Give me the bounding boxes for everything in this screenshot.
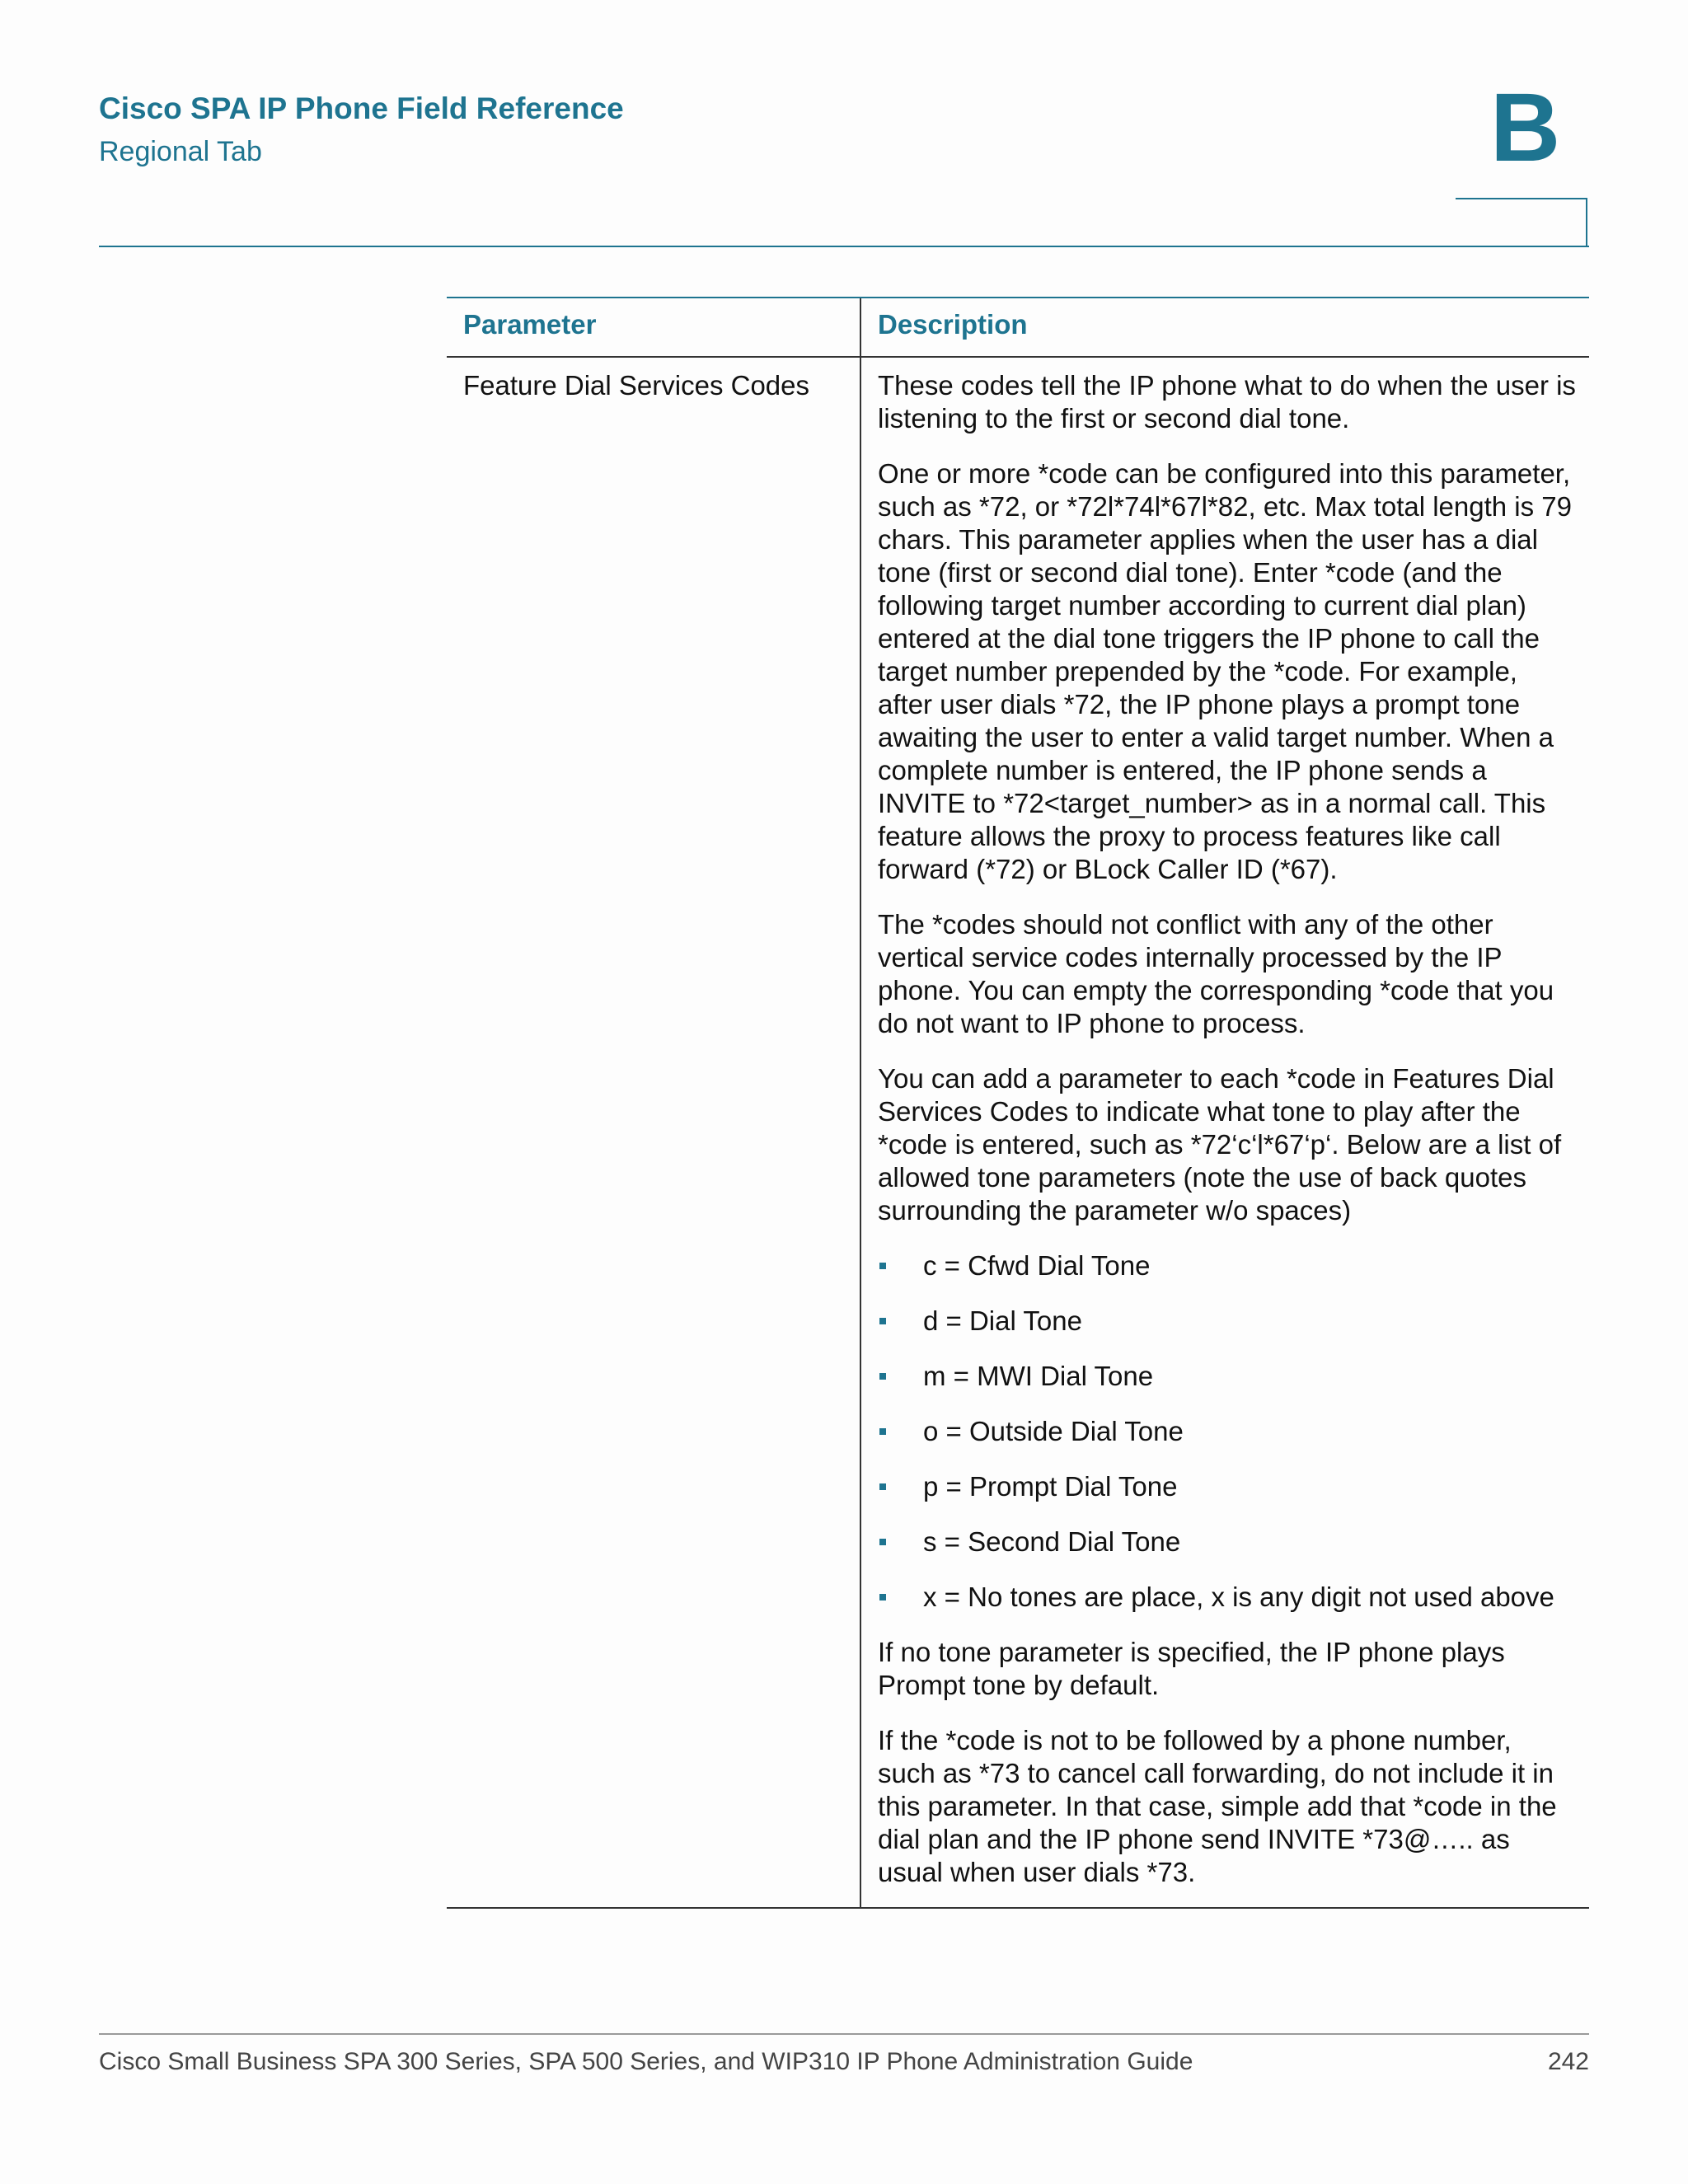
bullet-icon	[879, 1594, 886, 1601]
bullet-icon	[879, 1483, 886, 1490]
list-item	[878, 1249, 1576, 1282]
bullet-icon	[879, 1263, 886, 1269]
table-row	[447, 357, 1589, 1908]
page-number: 242	[1547, 2048, 1589, 2075]
parameter-table	[447, 297, 1589, 1909]
bullet-icon	[879, 1318, 886, 1324]
description-paragraph: These codes tell the IP phone what to do when the user is listening to the first or second dial tone.	[878, 370, 1576, 434]
list-item-text: s = Second Dial Tone	[923, 1526, 1181, 1557]
description-paragraph: One or more *code can be configured into this parameter, such as *72, or *72l*74l*67l*82, etc. Max total length is 79 chars. This parameter applies when the user has a dial tone (first or second dial tone). Enter *code (and the following target number according to current dial plan) entered at the dial tone triggers the IP phone to call the target number prepended by the *code. For example, after user dials *72, the IP phone plays a prompt tone awaiting the user to enter a valid target number. When a complete number is entered, the IP phone sends a INVITE to *72<target_number> as in a normal call. This feature allows the proxy to process features like call forward (*72) or BLock Caller ID (*67).	[878, 458, 1573, 884]
page-header-title: Cisco SPA IP Phone Field Reference	[99, 91, 624, 125]
tone-parameter-list	[878, 1249, 1576, 1614]
list-item-text: c = Cfwd Dial Tone	[923, 1250, 1151, 1281]
list-item-text: m = MWI Dial Tone	[923, 1361, 1154, 1391]
description-paragraph: If no tone parameter is specified, the IP phone plays Prompt tone by default.	[878, 1637, 1505, 1700]
list-item	[878, 1470, 1576, 1503]
bullet-icon	[879, 1428, 886, 1435]
list-item	[878, 1415, 1576, 1448]
description-paragraph: The *codes should not conflict with any of the other vertical service codes internally processed by the IP phone. You can empty the corresponding *code that you do not want to IP phone to process.	[878, 909, 1554, 1038]
list-item-text: o = Outside Dial Tone	[923, 1416, 1184, 1446]
header-rule	[99, 246, 1589, 247]
bullet-icon	[879, 1373, 886, 1380]
column-header-description: Description	[860, 298, 1589, 357]
list-item-text: x = No tones are place, x is any digit not used above	[923, 1582, 1554, 1612]
bullet-icon	[879, 1539, 886, 1545]
header-tab-box	[1456, 198, 1587, 246]
footer-rule	[99, 2033, 1589, 2035]
description-paragraph: You can add a parameter to each *code in Features Dial Services Codes to indicate what tone to play after the *code is entered, such as *72‘c‘l*67‘p‘. Below are a list of allowed tone parameters (note the use of back quotes surrounding the parameter w/o spaces)	[878, 1063, 1562, 1226]
page-header-subtitle: Regional Tab	[99, 136, 262, 167]
description-cell	[860, 357, 1589, 1908]
description-paragraph: If the *code is not to be followed by a phone number, such as *73 to cancel call forwarding, do not include it in this parameter. In that case, simple add that *code in the dial plan and the IP phone send INVITE *73@….. as usual when user dials *73.	[878, 1725, 1557, 1887]
list-item	[878, 1305, 1576, 1338]
list-item	[878, 1581, 1576, 1614]
appendix-letter: B	[1490, 73, 1561, 182]
list-item	[878, 1360, 1576, 1393]
list-item	[878, 1526, 1576, 1558]
table-header-row	[447, 298, 1589, 357]
list-item-text: p = Prompt Dial Tone	[923, 1471, 1178, 1502]
column-header-parameter: Parameter	[447, 298, 860, 357]
parameter-cell: Feature Dial Services Codes	[447, 357, 860, 1908]
list-item-text: d = Dial Tone	[923, 1305, 1082, 1336]
footer-guide-title: Cisco Small Business SPA 300 Series, SPA 500 Series, and WIP310 IP Phone Administration Guide	[99, 2048, 1193, 2075]
